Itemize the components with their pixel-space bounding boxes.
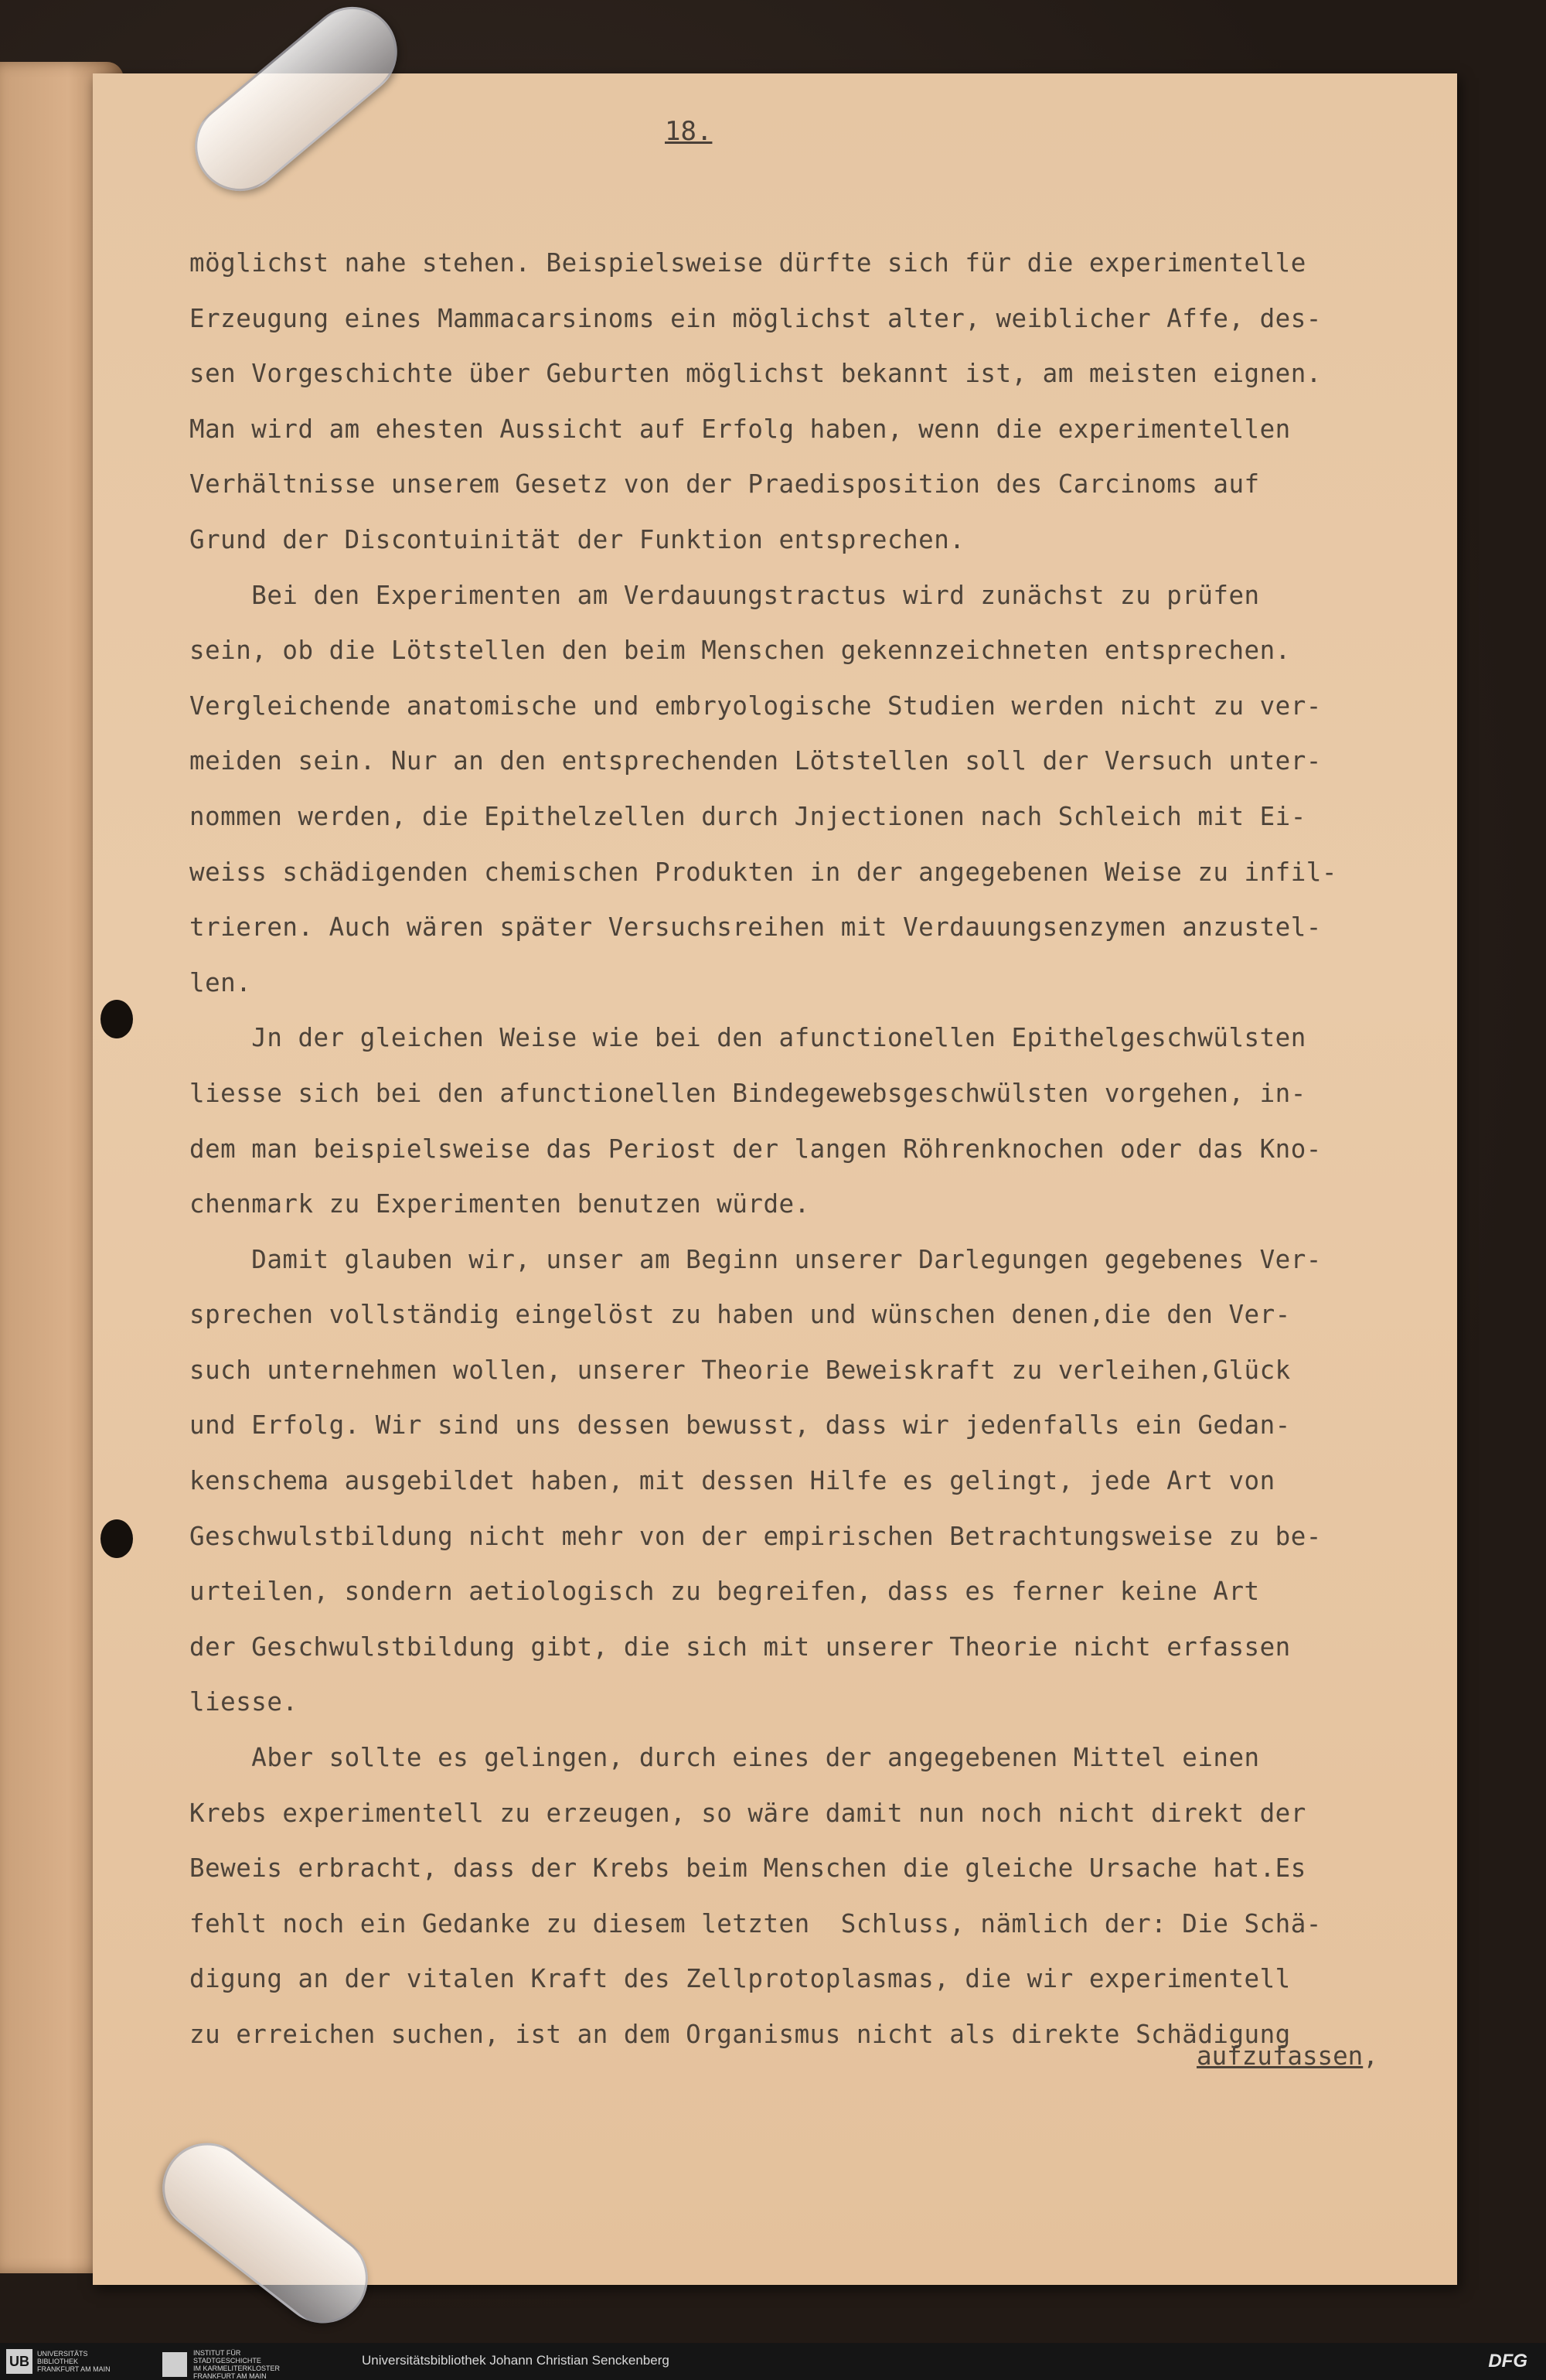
dfg-logo: DFG: [1488, 2351, 1527, 2371]
viewer-footer: [0, 2343, 1546, 2380]
text-line: nommen werden, die Epithelzellen durch Jnjectionen nach Schleich mit Ei-: [189, 801, 1306, 831]
text-line: Verhältnisse unserem Gesetz von der Praedisposition des Carcinoms auf: [189, 469, 1260, 500]
text-line: möglichst nahe stehen. Beispielsweise dürfte sich für die experimentelle: [189, 248, 1306, 278]
text-line: urteilen, sondern aetiologisch zu begreifen, dass es ferner keine Art: [189, 1577, 1260, 1607]
text-line: digung an der vitalen Kraft des Zellprotoplasmas, die wir experimentell: [189, 1964, 1291, 1994]
typed-body-text: [189, 236, 1457, 2063]
catchword-word: aufzufassen: [1197, 2041, 1364, 2071]
text-line: such unternehmen wollen, unserer Theorie Beweiskraft zu verleihen,Glück: [189, 1355, 1291, 1385]
institute-logo-mark: [162, 2352, 187, 2377]
text-line: sprechen vollständig eingelöst zu haben und wünschen denen,die den Ver-: [189, 1300, 1291, 1330]
page-number: 18.: [665, 116, 713, 147]
text-line: Beweis erbracht, dass der Krebs beim Menschen die gleiche Ursache hat.Es: [189, 1853, 1306, 1884]
ub-logo-mark: UB: [6, 2349, 32, 2374]
text-line: Bei den Experimenten am Verdauungstractus wird zunächst zu prüfen: [189, 580, 1260, 610]
text-line: Krebs experimentell zu erzeugen, so wäre damit nun noch nicht direkt der: [189, 1798, 1306, 1828]
institute-logo: [162, 2349, 280, 2380]
text-line: sen Vorgeschichte über Geburten möglichst bekannt ist, am meisten eignen.: [189, 359, 1322, 389]
text-line: Man wird am ehesten Aussicht auf Erfolg haben, wenn die experimentellen: [189, 414, 1291, 444]
text-line: der Geschwulstbildung gibt, die sich mit unserer Theorie nicht erfassen: [189, 1632, 1291, 1662]
catchword: [1197, 2041, 1378, 2071]
text-line: sein, ob die Lötstellen den beim Menschen gekennzeichneten entsprechen.: [189, 636, 1291, 666]
text-line: Grund der Discontuinität der Funktion entsprechen.: [189, 524, 965, 554]
punch-hole-top: [100, 1000, 133, 1038]
text-line: Vergleichende anatomische und embryologische Studien werden nicht zu ver-: [189, 690, 1322, 721]
catchword-punctuation: ,: [1363, 2041, 1378, 2071]
text-line: fehlt noch ein Gedanke zu diesem letzten Schluss, nämlich der: Die Schä-: [189, 1908, 1322, 1938]
institute-logo-text: INSTITUT FÜR STADTGESCHICHTE IM KARMELITERKLOSTER FRANKFURT AM MAIN: [193, 2349, 281, 2380]
ub-logo: [6, 2349, 111, 2374]
text-line: chenmark zu Experimenten benutzen würde.: [189, 1189, 810, 1219]
text-line: liesse sich bei den afunctionellen Bindegewebsgeschwülsten vorgehen, in-: [189, 1078, 1306, 1108]
text-line: dem man beispielsweise das Periost der langen Röhrenknochen oder das Kno-: [189, 1134, 1322, 1164]
punch-hole-bottom: [100, 1519, 133, 1558]
text-line: Damit glauben wir, unser am Beginn unserer Darlegungen gegebenes Ver-: [189, 1244, 1322, 1274]
text-line: Geschwulstbildung nicht mehr von der empirischen Betrachtungsweise zu be-: [189, 1521, 1322, 1551]
text-line: liesse.: [189, 1687, 298, 1717]
text-line: Aber sollte es gelingen, durch eines der angegebenen Mittel einen: [189, 1743, 1260, 1773]
library-name: Universitätsbibliothek Johann Christian Senckenberg: [362, 2353, 669, 2368]
ub-logo-text: UNIVERSITÄTS BIBLIOTHEK FRANKFURT AM MAIN: [37, 2350, 111, 2373]
text-line: weiss schädigenden chemischen Produkten in der angegebenen Weise zu infil-: [189, 857, 1337, 887]
text-line: trieren. Auch wären später Versuchsreihen mit Verdauungsenzymen anzustel-: [189, 912, 1322, 943]
text-line: kenschema ausgebildet haben, mit dessen Hilfe es gelingt, jede Art von: [189, 1466, 1275, 1496]
text-line: zu erreichen suchen, ist an dem Organismus nicht als direkte Schädigung: [189, 2020, 1291, 2049]
text-line: und Erfolg. Wir sind uns dessen bewusst, dass wir jedenfalls ein Gedan-: [189, 1410, 1291, 1441]
text-line: meiden sein. Nur an den entsprechenden Lötstellen soll der Versuch unter-: [189, 746, 1322, 776]
text-line: Jn der gleichen Weise wie bei den afunctionellen Epithelgeschwülsten: [189, 1023, 1306, 1053]
text-line: len.: [189, 967, 252, 997]
text-line: Erzeugung eines Mammacarsinoms ein möglichst alter, weiblicher Affe, des-: [189, 303, 1322, 333]
